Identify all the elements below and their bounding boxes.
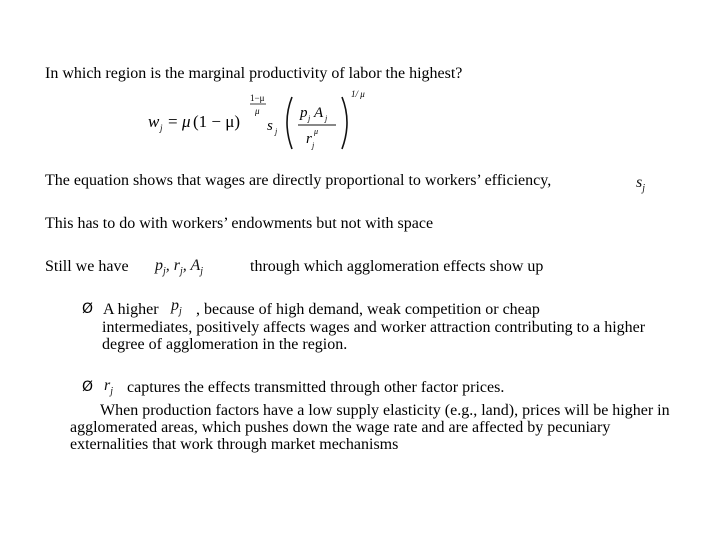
bullet1-symbol: $p_j$ [171, 297, 182, 317]
eq-equals: = [168, 112, 178, 131]
agglomeration-text: through which agglomeration effects show up [250, 258, 544, 275]
eq-exp-bot: μ [255, 106, 260, 116]
bullet2-text: captures the effects transmitted through other factor prices. [127, 379, 505, 396]
bullet1-first-line: , because of high demand, weak competition or cheap [196, 301, 540, 318]
eq-num-p: p [300, 105, 308, 121]
price-symbols: $p_j$, $r_j$, $A_j$ [155, 257, 204, 277]
bullet1-text: intermediates, positively affects wages and worker attraction contributing to a higher degree of agglomeration in the region. [102, 319, 646, 353]
eq-num-A: A [314, 105, 324, 121]
eq-s-sub: j [275, 127, 278, 136]
eq-num-p-sub: j [308, 114, 311, 123]
bullet-arrow-icon: Ø [82, 379, 94, 395]
eq-den-sub: j [312, 141, 315, 150]
bullet1-lead: A higher [103, 301, 159, 318]
proportional-sentence: The equation shows that wages are directly proportional to workers’ efficiency, [45, 172, 552, 189]
eq-exp-top: 1−μ [250, 93, 265, 103]
endowments-sentence: This has to do with workers’ endowments but not with space [45, 215, 434, 232]
eq-s: s [267, 118, 273, 134]
eq-paren: (1 − μ) [193, 112, 241, 131]
eq-w: w [148, 112, 160, 131]
efficiency-symbol: $s_j$ [636, 174, 646, 194]
eq-outer-exp: 1/ μ [351, 89, 365, 99]
eq-den-r: r [306, 131, 312, 147]
wage-equation [146, 87, 386, 157]
bullet2-paragraph: When production factors have a low supply elasticity (e.g., land), prices will be higher in agglomerated areas, which pushes down the wage rate and are affected by pecuniary externalities that work through market mechanisms [70, 402, 670, 453]
bullet-arrow-icon: Ø [82, 301, 94, 317]
still-we-have-text: Still we have [45, 258, 129, 275]
eq-mu: μ [182, 112, 191, 131]
eq-den-sup: μ [314, 127, 319, 136]
eq-num-A-sub: j [325, 114, 328, 123]
question-text: In which region is the marginal productivity of labor the highest? [45, 65, 463, 82]
bullet2-symbol: $r_j$ [104, 377, 114, 397]
eq-w-sub: j [160, 123, 163, 133]
